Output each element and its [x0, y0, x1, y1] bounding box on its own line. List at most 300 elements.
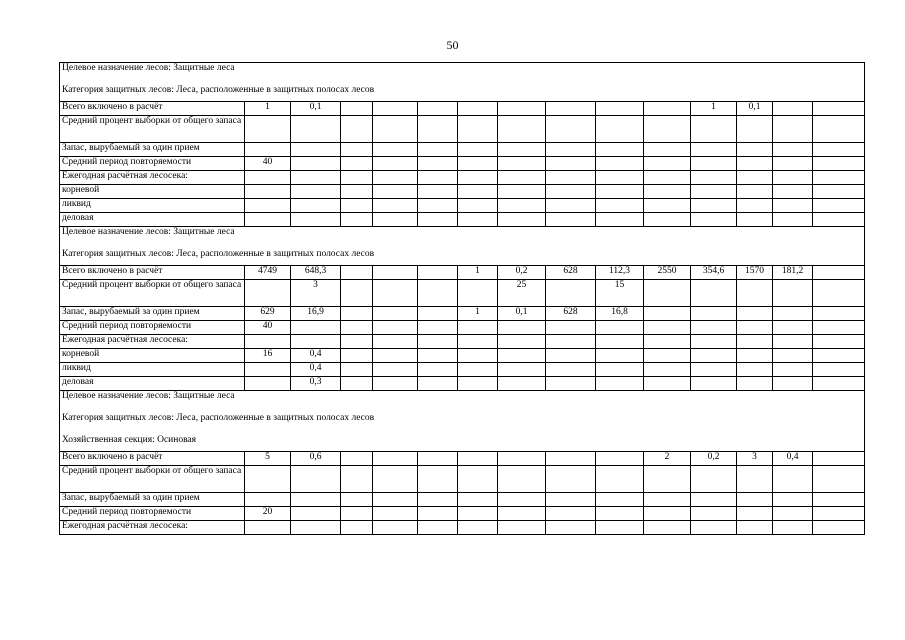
row-label: Запас, вырубаемый за один прием: [60, 307, 245, 321]
table-cell: [458, 199, 498, 213]
table-cell: [291, 213, 341, 227]
table-cell: 0,4: [291, 349, 341, 363]
table-cell: [773, 349, 813, 363]
table-cell: [498, 102, 546, 116]
table-cell: [418, 507, 458, 521]
table-cell: [813, 377, 865, 391]
table-cell: [498, 213, 546, 227]
table-cell: [341, 143, 373, 157]
table-cell: [813, 280, 865, 307]
table-cell: 1: [691, 102, 737, 116]
table-cell: [813, 466, 865, 493]
table-cell: [418, 521, 458, 535]
table-cell: [773, 143, 813, 157]
table-cell: [458, 452, 498, 466]
table-cell: 0,3: [291, 377, 341, 391]
row-label: Ежегодная расчётная лесосека:: [60, 335, 245, 349]
table-cell: [458, 363, 498, 377]
table-cell: [596, 143, 644, 157]
table-cell: [341, 213, 373, 227]
table-cell: [291, 185, 341, 199]
table-cell: [418, 377, 458, 391]
table-cell: [737, 507, 773, 521]
table-cell: [418, 102, 458, 116]
table-cell: [596, 199, 644, 213]
row-label: Запас, вырубаемый за один прием: [60, 143, 245, 157]
table-cell: [418, 349, 458, 363]
table-cell: [498, 199, 546, 213]
table-cell: [813, 157, 865, 171]
table-cell: [341, 321, 373, 335]
row-label: Средний процент выборки от общего запаса: [60, 466, 245, 493]
table-cell: [291, 199, 341, 213]
table-cell: [341, 521, 373, 535]
row-label: Средний период повторяемости: [60, 321, 245, 335]
table-cell: 5: [245, 452, 291, 466]
table-cell: [596, 321, 644, 335]
table-cell: [498, 171, 546, 185]
table-cell: [291, 143, 341, 157]
table-cell: [291, 335, 341, 349]
table-cell: [737, 307, 773, 321]
table-cell: [458, 280, 498, 307]
table-cell: [373, 266, 418, 280]
table-cell: [498, 363, 546, 377]
table-cell: [546, 143, 596, 157]
table-cell: [418, 363, 458, 377]
table-cell: [373, 521, 418, 535]
table-cell: [458, 116, 498, 143]
table-cell: [596, 521, 644, 535]
table-cell: 20: [245, 507, 291, 521]
table-cell: [691, 199, 737, 213]
table-cell: [546, 321, 596, 335]
row-label: Всего включено в расчёт: [60, 452, 245, 466]
table-cell: 0,1: [498, 307, 546, 321]
table-cell: [773, 199, 813, 213]
table-cell: [373, 466, 418, 493]
table-cell: 628: [546, 266, 596, 280]
table-cell: [245, 493, 291, 507]
table-cell: [341, 466, 373, 493]
table-cell: [546, 171, 596, 185]
table-cell: 181,2: [773, 266, 813, 280]
table-cell: [737, 116, 773, 143]
table-body: [60, 63, 865, 535]
table-cell: [737, 363, 773, 377]
table-cell: 1: [458, 266, 498, 280]
table-cell: [341, 102, 373, 116]
table-cell: [773, 280, 813, 307]
table-row: [60, 213, 865, 227]
table-cell: [546, 349, 596, 363]
table-cell: [458, 466, 498, 493]
table-cell: [341, 507, 373, 521]
table-cell: [596, 335, 644, 349]
table-cell: [691, 185, 737, 199]
table-row: [60, 507, 865, 521]
table-cell: [418, 321, 458, 335]
table-cell: [418, 199, 458, 213]
table-cell: [773, 185, 813, 199]
table-cell: [813, 143, 865, 157]
table-cell: [644, 493, 691, 507]
table-cell: [245, 185, 291, 199]
row-label: ликвид: [60, 199, 245, 213]
table-cell: [773, 493, 813, 507]
table-cell: [373, 199, 418, 213]
table-row: [60, 102, 865, 116]
table-cell: 40: [245, 321, 291, 335]
table-cell: [813, 171, 865, 185]
page-number: 50: [446, 38, 459, 52]
table-cell: [498, 335, 546, 349]
table-row: [60, 466, 865, 493]
table-cell: [458, 349, 498, 363]
row-label: корневой: [60, 349, 245, 363]
table-cell: [373, 171, 418, 185]
table-cell: [691, 363, 737, 377]
table-cell: 112,3: [596, 266, 644, 280]
table-cell: [644, 213, 691, 227]
table-cell: [458, 321, 498, 335]
table-cell: [691, 280, 737, 307]
table-row: [60, 280, 865, 307]
table-cell: [291, 493, 341, 507]
table-cell: [737, 280, 773, 307]
table-cell: [245, 143, 291, 157]
table-cell: [546, 521, 596, 535]
table-cell: [498, 349, 546, 363]
table-row: [60, 335, 865, 349]
table-cell: [418, 452, 458, 466]
section-header: Категория защитных лесов: Леса, расположенные в защитных полосах лесов: [60, 76, 865, 102]
table-cell: [737, 213, 773, 227]
table-cell: [341, 185, 373, 199]
table-cell: [596, 493, 644, 507]
table-cell: 0,2: [498, 266, 546, 280]
table-cell: [596, 116, 644, 143]
table-cell: [773, 377, 813, 391]
table-cell: [458, 102, 498, 116]
table-cell: [644, 349, 691, 363]
table-cell: [596, 157, 644, 171]
table-cell: 15: [596, 280, 644, 307]
table-cell: [458, 185, 498, 199]
table-cell: [773, 363, 813, 377]
table-cell: [737, 321, 773, 335]
table-cell: [546, 157, 596, 171]
table-cell: [418, 116, 458, 143]
table-cell: [737, 521, 773, 535]
table-cell: [773, 507, 813, 521]
table-cell: 648,3: [291, 266, 341, 280]
table-row: [60, 143, 865, 157]
table-cell: [341, 377, 373, 391]
table-cell: [644, 335, 691, 349]
table-cell: [373, 280, 418, 307]
table-cell: [813, 185, 865, 199]
table-cell: [498, 521, 546, 535]
table-cell: 16,9: [291, 307, 341, 321]
table-cell: [596, 452, 644, 466]
table-row: [60, 377, 865, 391]
table-cell: [458, 171, 498, 185]
table-row: [60, 493, 865, 507]
table-cell: [498, 507, 546, 521]
table-cell: [773, 213, 813, 227]
table-cell: [498, 452, 546, 466]
table-cell: [691, 321, 737, 335]
table-row: [60, 116, 865, 143]
table-cell: [737, 157, 773, 171]
table-cell: [291, 507, 341, 521]
table-cell: [341, 157, 373, 171]
table-cell: [546, 493, 596, 507]
table-cell: [245, 213, 291, 227]
table-cell: [341, 171, 373, 185]
table-cell: [418, 493, 458, 507]
table-cell: [373, 102, 418, 116]
table-cell: [245, 521, 291, 535]
table-cell: [373, 157, 418, 171]
table-cell: [737, 199, 773, 213]
table-cell: 354,6: [691, 266, 737, 280]
table-cell: 1: [245, 102, 291, 116]
table-cell: [418, 143, 458, 157]
table-cell: [596, 102, 644, 116]
table-row: [60, 363, 865, 377]
table-cell: [373, 349, 418, 363]
table-cell: [373, 213, 418, 227]
table-cell: [773, 335, 813, 349]
table-cell: [691, 377, 737, 391]
section-header-row: [60, 426, 865, 452]
table-cell: [644, 307, 691, 321]
table-cell: [341, 363, 373, 377]
table-cell: 0,1: [737, 102, 773, 116]
table-cell: [546, 102, 596, 116]
section-header-row: [60, 76, 865, 102]
table-row: [60, 307, 865, 321]
table-cell: [691, 521, 737, 535]
section-header: Хозяйственная секция: Осиновая: [60, 426, 865, 452]
table-cell: [546, 280, 596, 307]
table-cell: [773, 171, 813, 185]
table-cell: 0,1: [291, 102, 341, 116]
table-cell: [341, 307, 373, 321]
table-cell: [813, 307, 865, 321]
table-cell: [341, 116, 373, 143]
table-cell: [644, 466, 691, 493]
table-cell: [245, 199, 291, 213]
table-cell: [546, 507, 596, 521]
table-cell: [418, 307, 458, 321]
table-cell: [644, 321, 691, 335]
table-cell: [418, 157, 458, 171]
table-cell: [373, 143, 418, 157]
section-header: Целевое назначение лесов: Защитные леса: [60, 227, 865, 241]
table-cell: [813, 266, 865, 280]
table-cell: [644, 157, 691, 171]
table-cell: [291, 171, 341, 185]
table-cell: [691, 507, 737, 521]
table-cell: [813, 452, 865, 466]
table-cell: [813, 199, 865, 213]
table-row: [60, 171, 865, 185]
table-cell: [373, 335, 418, 349]
table-cell: [546, 377, 596, 391]
table-cell: [596, 363, 644, 377]
table-cell: [341, 280, 373, 307]
row-label: корневой: [60, 185, 245, 199]
table-cell: [546, 116, 596, 143]
table-cell: 2: [644, 452, 691, 466]
table-cell: [813, 363, 865, 377]
table-cell: [245, 377, 291, 391]
table-cell: [546, 185, 596, 199]
table-cell: [498, 185, 546, 199]
section-header-row: [60, 404, 865, 426]
row-label: Средний период повторяемости: [60, 507, 245, 521]
table-cell: [644, 377, 691, 391]
table-cell: [691, 466, 737, 493]
table-cell: [291, 321, 341, 335]
table-cell: [691, 157, 737, 171]
table-cell: 16,8: [596, 307, 644, 321]
table-cell: [691, 116, 737, 143]
section-header: Категория защитных лесов: Леса, расположенные в защитных полосах лесов: [60, 404, 865, 426]
table-cell: [458, 335, 498, 349]
table-cell: [596, 213, 644, 227]
table-cell: [773, 521, 813, 535]
table-cell: [737, 377, 773, 391]
table-cell: [373, 307, 418, 321]
table-cell: [373, 185, 418, 199]
table-cell: [813, 349, 865, 363]
table-cell: [546, 199, 596, 213]
table-cell: 629: [245, 307, 291, 321]
table-cell: [373, 377, 418, 391]
table-cell: 16: [245, 349, 291, 363]
table-cell: [813, 335, 865, 349]
table-cell: [373, 363, 418, 377]
section-header: Целевое назначение лесов: Защитные леса: [60, 63, 865, 77]
table-cell: [644, 363, 691, 377]
table-cell: [737, 185, 773, 199]
table-cell: [498, 116, 546, 143]
table-cell: [773, 466, 813, 493]
table-cell: 0,2: [691, 452, 737, 466]
section-header: Категория защитных лесов: Леса, расположенные в защитных полосах лесов: [60, 240, 865, 266]
table-row: [60, 521, 865, 535]
table-cell: [773, 321, 813, 335]
table-cell: [644, 143, 691, 157]
table-cell: [813, 116, 865, 143]
table-cell: [737, 335, 773, 349]
table-cell: 3: [291, 280, 341, 307]
table-cell: [418, 213, 458, 227]
table-cell: [596, 507, 644, 521]
table-cell: [458, 157, 498, 171]
table-cell: [546, 335, 596, 349]
table-cell: [498, 321, 546, 335]
section-header-row: [60, 240, 865, 266]
table-cell: [498, 157, 546, 171]
table-cell: [291, 157, 341, 171]
table-cell: 628: [546, 307, 596, 321]
table-cell: [596, 171, 644, 185]
table-cell: [245, 280, 291, 307]
row-label: Всего включено в расчёт: [60, 266, 245, 280]
table-cell: [596, 377, 644, 391]
table-cell: [644, 280, 691, 307]
table-row: [60, 452, 865, 466]
table-cell: [341, 452, 373, 466]
table-cell: [341, 493, 373, 507]
table-row: [60, 157, 865, 171]
table-cell: [458, 213, 498, 227]
table-cell: [373, 507, 418, 521]
table-cell: [691, 335, 737, 349]
table-cell: [691, 493, 737, 507]
table-cell: [291, 466, 341, 493]
table-cell: [373, 321, 418, 335]
table-cell: [737, 466, 773, 493]
table-cell: [458, 143, 498, 157]
table-cell: [373, 116, 418, 143]
table-cell: [813, 521, 865, 535]
table-cell: [737, 349, 773, 363]
table-cell: [644, 507, 691, 521]
table-cell: [596, 349, 644, 363]
table-row: [60, 199, 865, 213]
table-cell: [245, 363, 291, 377]
table-cell: [245, 171, 291, 185]
table-cell: [373, 493, 418, 507]
row-label: Средний процент выборки от общего запаса: [60, 116, 245, 143]
table-cell: 1: [458, 307, 498, 321]
table-cell: [691, 213, 737, 227]
table-cell: [498, 377, 546, 391]
table-cell: 4749: [245, 266, 291, 280]
table-cell: [813, 493, 865, 507]
table-cell: [373, 452, 418, 466]
table-cell: [691, 143, 737, 157]
table-cell: 0,6: [291, 452, 341, 466]
table-cell: [245, 335, 291, 349]
table-cell: [418, 171, 458, 185]
row-label: деловая: [60, 377, 245, 391]
table-cell: [813, 321, 865, 335]
table-cell: [546, 213, 596, 227]
table-cell: [773, 102, 813, 116]
table-cell: 2550: [644, 266, 691, 280]
table-cell: 0,4: [291, 363, 341, 377]
section-header-row: [60, 227, 865, 241]
table-cell: [245, 116, 291, 143]
table-cell: [691, 307, 737, 321]
table-cell: [458, 521, 498, 535]
table-cell: [737, 143, 773, 157]
table-cell: [245, 466, 291, 493]
table-cell: [813, 507, 865, 521]
table-cell: 40: [245, 157, 291, 171]
row-label: Средний период повторяемости: [60, 157, 245, 171]
row-label: ликвид: [60, 363, 245, 377]
section-header-row: [60, 391, 865, 405]
table-cell: [813, 102, 865, 116]
